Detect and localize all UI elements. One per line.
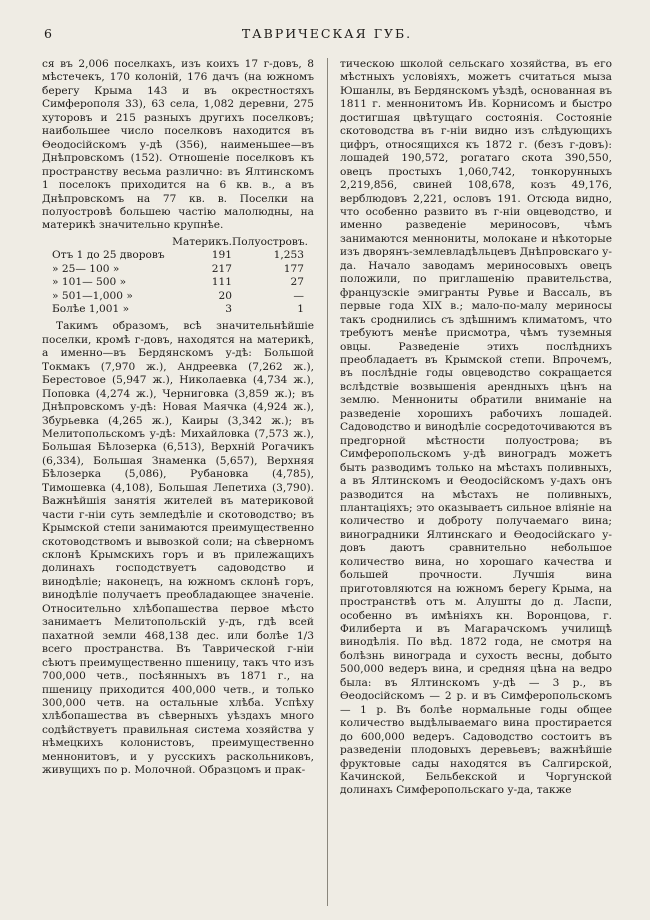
table-header-row — [52, 236, 314, 249]
left-column — [42, 58, 314, 906]
row-mainland-value: 191 — [211, 249, 232, 262]
row-peninsula-value: 1 — [297, 302, 304, 315]
row-peninsula-value: 1,253 — [273, 249, 304, 262]
table-row — [52, 263, 314, 276]
table-row — [52, 276, 314, 289]
row-label: Отъ 1 до 25 дворовъ — [52, 249, 165, 262]
right-column — [340, 58, 612, 906]
row-mainland-value: 3 — [225, 302, 232, 315]
row-peninsula-value: 27 — [290, 276, 304, 289]
row-label: » 25— 100 » — [52, 262, 120, 275]
table-header-peninsula: Полуостровъ. — [232, 235, 308, 248]
page-title: ТАВРИЧЕСКАЯ ГУБ. — [241, 26, 413, 41]
row-mainland-value: 111 — [211, 276, 232, 289]
row-mainland-value: 20 — [218, 289, 232, 302]
row-label: » 101— 500 » — [52, 276, 127, 289]
table-row — [52, 290, 314, 303]
page-number: 6 — [44, 26, 52, 41]
row-label: Болѣе 1,001 » — [52, 302, 130, 315]
paragraph-continuation: ся въ 2,006 поселкахъ, изъ коихъ 17 г-довъ, 8 мѣстечекъ, 170 колоній, 176 дачъ (на южномъ берегу Крыма 143 и въ окрестностяхъ Симферополя 33), 63 села, 1,082 деревни, 275 хуторовъ и 215 разныхъ другихъ поселковъ; наибольшее число поселковъ находится въ Ѳеодосійскомъ у-дѣ (356), наименьшее—въ Днѣпровскомъ (152). Отношеніе поселковъ къ пространству весьма различно: въ Ялтинскомъ 1 поселокъ приходится на 6 кв. в., а въ Днѣпровскомъ на 77 кв. в. Поселки на полуостровѣ большею частію малолюдны, на материкѣ значительно крупнѣе. — [42, 58, 314, 232]
paragraph-continuation: тическою школой сельскаго хозяйства, въ его мѣстныхъ условіяхъ, можетъ считаться мыза Юшанлы, въ Бердянскомъ уѣздѣ, основанная въ 1811 г. меннонитомъ Ив. Корнисомъ и быстро достигшая цвѣтущаго состоянія. Состояніе скотоводства въ г-ніи видно изъ слѣдующихъ цифръ, относящихся къ 1872 г. (безъ г-довъ): лошадей 190,572, рогатаго скота 390,550, овецъ простыхъ 1,060,742, тонкорунныхъ 2,219,856, свиней 108,678, козъ 49,176, верблюдовъ 2,221, ословъ 191. Отсюда видно, что особенно развито въ г-ніи овцеводство, и именно разведеніе мериносовъ, чѣмъ занимаются меннониты, молокане и нѣкоторые изъ дворянъ-землевладѣльцевъ Днѣпровскаго у-да. Начало заводамъ мериносовыхъ овецъ положили, по приглашенію правительства, французскіе эмигранты Рувье и Вассаль, въ первые года XIX в.; мало-по-малу мериносы такъ сроднились съ здѣшнимъ климатомъ, что требуютъ менѣе присмотра, чѣмъ туземныя овцы. Разведеніе этихъ послѣднихъ преобладаетъ въ Крымской степи. Впрочемъ, въ послѣдніе годы овцеводство сокращается вслѣдствіе возвышенія арендныхъ цѣнъ на землю. Меннониты обратили вниманіе на разведеніе хорошихъ рабочихъ лошадей. Садоводство и винодѣліе сосредоточиваются въ предгорной мѣстности полуострова; въ Симферопольскомъ у-дѣ виноградъ можетъ быть разводимъ только на мѣстахъ поливныхъ, а въ Ялтинскомъ и Ѳеодосійскомъ у-дахъ онъ разводится на мѣстахъ не поливныхъ, плантаціяхъ; это оказываетъ сильное вліяніе на количество и доброту получаемаго вина; виноградники Ялтинскаго и Ѳеодосійскаго у-довъ даютъ сравнительно небольшое количество вина, но хорошаго качества и большей прочности. Лучшія вина приготовляются на южномъ берегу Крыма, на пространствѣ отъ м. Алушты до д. Ласпи, особенно въ имѣніяхъ кн. Воронцова, г. Филиберта и въ Магарачскомъ училищѣ винодѣлія. По вѣд. 1872 года, не смотря на болѣзнь винограда и сухость весны, добыто 500,000 ведеръ вина, и средняя цѣна на ведро была: въ Ялтинскомъ у-дѣ — 3 р., въ Ѳеодосійскомъ — 2 р. и въ Симферопольскомъ — 1 р. Въ болѣе нормальные годы общее количество выдѣлываемаго вина простирается до 600,000 ведеръ. Садоводство состоитъ въ разведеніи плодовыхъ деревьевъ; важнѣйшіе фруктовые сады находятся въ Салгирской, Качинской, Бельбекской и Чоргунской долинахъ Симферопольскаго у-да, также — [340, 58, 612, 797]
table-row — [52, 249, 314, 262]
row-peninsula-value: 177 — [283, 262, 304, 275]
row-label: » 501—1,000 » — [52, 289, 133, 302]
two-column-text-block — [42, 58, 612, 906]
row-mainland-value: 217 — [211, 262, 232, 275]
table-header-mainland: Материкъ. — [172, 235, 232, 248]
table-row — [52, 303, 314, 316]
settlements-size-table — [52, 236, 314, 316]
row-peninsula-value: — — [293, 289, 304, 302]
running-head — [42, 26, 612, 44]
column-divider — [327, 58, 328, 906]
paragraph: Такимъ образомъ, всѣ значительнѣйшіе поселки, кромѣ г-довъ, находятся на материкѣ, а именно—въ Бердянскомъ у-дѣ: Большой Токмакъ (7,970 ж.), Андреевка (7,262 ж.), Берестовое (5,947 ж.), Николаевка (4,734 ж.), Поповка (4,274 ж.), Черниговка (3,859 ж.); въ Днѣпровскомъ у-дѣ: Новая Маячка (4,924 ж.), Збурьевка (4,265 ж.), Каиры (3,342 ж.); въ Мелитопольскомъ у-дѣ: Михайловка (7,573 ж.), Большая Бѣлозерка (6,513), Верхній Рогачикъ (6,334), Большая Знаменка (5,657), Верхняя Бѣлозерка (5,086), Рубановка (4,785), Тимошевка (4,108), Большая Лепетиха (3,790). Важнѣйшія занятія жителей въ материковой части г-ніи суть земледѣліе и скотоводство; въ Крымской степи занимаются преимущественно скотоводствомъ и вывозкой соли; на сѣверномъ склонѣ Крымскихъ горъ и въ прилежащихъ долинахъ господствуетъ садоводство и винодѣліе; наконецъ, на южномъ склонѣ горъ, винодѣліе получаетъ преобладающее значеніе. Относительно хлѣбопашества первое мѣсто занимаетъ Мелитопольскій у-дъ, гдѣ всей пахатной земли 468,138 дес. или болѣе 1/3 всего пространства. Въ Таврической г-ніи сѣютъ преимущественно пшеницу, такъ что изъ 700,000 четв., посѣянныхъ въ 1871 г., на пшеницу приходится 400,000 четв., и только 300,000 четв. на остальные хлѣба. Успѣху хлѣбопашества въ сѣверныхъ уѣздахъ много содѣйствуетъ правильная система хозяйства у нѣмецкихъ колонистовъ, преимущественно меннонитовъ, и у русскихъ раскольниковъ, живущихъ по р. Молочной. Образцомъ и прак- — [42, 320, 314, 777]
